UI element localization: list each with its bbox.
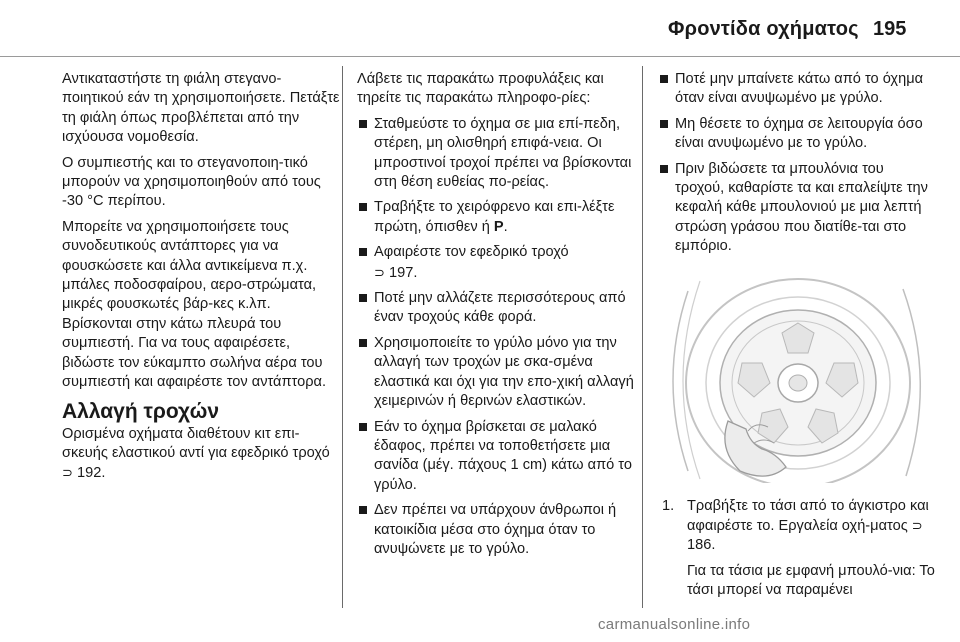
bullet-remove-spare xyxy=(357,243,635,283)
page-header xyxy=(0,0,960,60)
handbrake-text: Τραβήξτε το χειρόφρενο και επι-λέξτε πρώτη, όπισθεν ή xyxy=(374,199,615,235)
repair-kit-text: Ορισμένα οχήματα διαθέτουν κιτ επι-σκευής ελαστικού αντί για εφεδρικό τροχό xyxy=(62,425,330,461)
paragraph-sealant-temperature: Ο συμπιεστής και το στεγανοποιη-τικό μπορούν να χρησιμοποιηθούν από τους -30 °C περίπου. xyxy=(62,154,321,210)
bullet-soft-ground: Εάν το όχημα βρίσκεται σε μαλακό έδαφος, πρέπει να τοποθετήσετε μια σανίδα (μέγ. πάχους 1 cm) κάτω από το γρύλο. xyxy=(357,418,635,496)
handbrake-end: . xyxy=(503,218,508,235)
step-1-note: Για τα τάσια με εμφανή μπουλό-νια: Το τάσι μπορεί να παραμένει xyxy=(687,562,935,599)
column-divider-2 xyxy=(642,66,643,608)
page-reference-link[interactable]: 192. xyxy=(76,465,106,482)
column-divider-1 xyxy=(342,66,343,608)
section-heading-wheel-change: Αλλαγή τροχών xyxy=(62,399,220,423)
arrow-reference-icon: ⊃ xyxy=(374,264,385,280)
wheel-hubcap-illustration xyxy=(658,271,936,483)
watermark-text: carmanualsonline.info xyxy=(598,616,751,633)
column-right xyxy=(658,70,936,601)
arrow-reference-icon: ⊃ xyxy=(62,465,73,481)
paragraph-adapters: Μπορείτε να χρησιμοποιήσετε τους συνοδευτικούς αντάπτορες για να φουσκώσετε και άλλα αντικείμενα π.χ. μπάλες ποδοσφαίρου, αερο-στρώματα, μικρές φουσκωτές βάρ-κες κ.λπ. Βρίσκονται στην κάτω πλευρά του συμπιεστή. Για να τους αφαιρέσετε, βιδώστε τον εύκαμπτο σωλήνα αέρα του συμπιεστή και αφαιρέστε τον αντάπτορα. xyxy=(62,218,327,391)
bullet-no-occupants: Δεν πρέπει να υπάρχουν άνθρωποι ή κατοικίδια μέσα στο όχημα όταν το ανυψώνετε με το γρύλο. xyxy=(357,501,635,559)
header-title: Φροντίδα οχήματος xyxy=(668,18,859,40)
bullet-handbrake xyxy=(357,198,635,237)
arrow-reference-icon: ⊃ xyxy=(911,518,923,534)
page-reference-link[interactable]: 186. xyxy=(687,537,716,554)
step-1 xyxy=(662,497,936,556)
paragraph-repair-kit xyxy=(62,425,340,484)
bullet-never-under: Ποτέ μην μπαίνετε κάτω από το όχημα όταν είναι ανυψωμένο με γρύλο. xyxy=(658,70,936,109)
bullet-no-start: Μη θέσετε το όχημα σε λειτουργία όσο είναι ανυψωμένο με το γρύλο. xyxy=(658,115,936,154)
step-1-text: Τραβήξτε το τάσι από το άγκιστρο και αφαιρέστε το. Εργαλεία οχή-ματος xyxy=(687,497,929,535)
paragraph-precautions-intro: Λάβετε τις παρακάτω προφυλάξεις και τηρείτε τις παρακάτω πληροφο-ρίες: xyxy=(357,71,604,107)
bullet-park-level: Σταθμεύστε το όχημα σε μια επί-πεδη, στέρεη, μη ολισθηρή επιφά-νεια. Οι μπροστινοί τροχοί πρέπει να βρίσκονται στη θέση ευθείας πο-ρείας. xyxy=(357,115,635,193)
step-1-number: 1. xyxy=(662,497,675,514)
gear-p-label: P xyxy=(493,218,504,235)
column-left xyxy=(62,70,340,490)
header-divider xyxy=(0,56,960,57)
remove-spare-text: Αφαιρέστε τον εφεδρικό τροχό xyxy=(374,244,569,261)
bullet-grease-bolts: Πριν βιδώσετε τα μπουλόνια του τροχού, καθαρίστε τα και επαλείψτε την κεφαλή κάθε μπουλονιού με μια λεπτή στρώση γράσου που διατίθε-ται στο εμπόριο. xyxy=(658,160,936,257)
wheel-illustration-svg xyxy=(658,271,936,483)
paragraph-sealant-replace: Αντικαταστήστε τη φιάλη στεγανο-ποιητικού εάν τη χρησιμοποιήσετε. Πετάξτε τη φιάλη όπως προβλέπεται από την ισχύουσα νομοθεσία. xyxy=(62,71,340,146)
page-number: 195 xyxy=(873,18,907,40)
page-reference-link[interactable]: 197. xyxy=(388,264,418,281)
bullet-jack-use: Χρησιμοποιείτε το γρύλο μόνο για την αλλαγή των τροχών με σκα-σμένα ελαστικά και όχι για την επο-χική αλλαγή χειμερινών ή θερινών ελαστικών. xyxy=(357,334,635,412)
bullet-one-wheel: Ποτέ μην αλλάζετε περισσότερους από έναν τροχούς κάθε φορά. xyxy=(357,289,635,328)
column-middle xyxy=(357,70,635,565)
